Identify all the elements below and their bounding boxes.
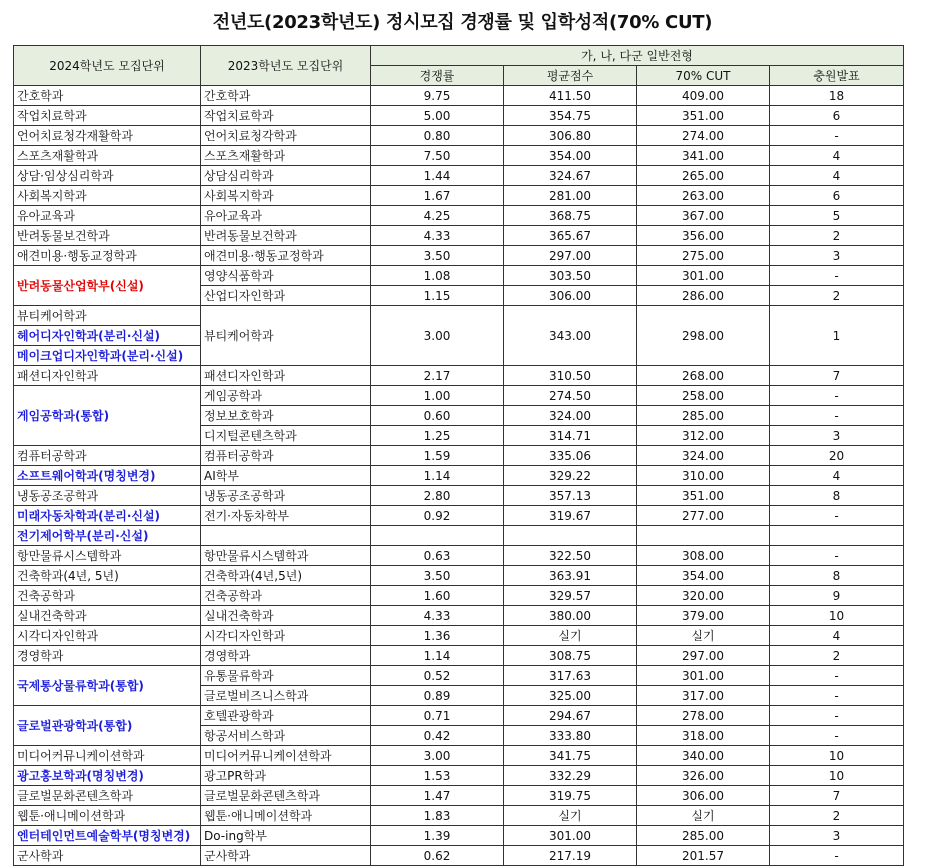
average-cell: 411.50 — [504, 86, 637, 106]
rate-cell: 1.60 — [371, 586, 504, 606]
additional-cell: 10 — [770, 766, 904, 786]
unit-2024-cell: 건축공학과 — [14, 586, 201, 606]
additional-cell: 7 — [770, 786, 904, 806]
unit-2024-cell: 간호학과 — [14, 86, 201, 106]
unit-2024-cell: 경영학과 — [14, 646, 201, 666]
unit-2024-cell: 유아교육과 — [14, 206, 201, 226]
cut-cell: 265.00 — [637, 166, 770, 186]
average-cell: 325.00 — [504, 686, 637, 706]
additional-cell: - — [770, 506, 904, 526]
average-cell: 306.80 — [504, 126, 637, 146]
unit-2023-cell: 건축학과(4년,5년) — [201, 566, 371, 586]
rate-cell: 1.67 — [371, 186, 504, 206]
average-cell: 297.00 — [504, 246, 637, 266]
rate-cell: 0.52 — [371, 666, 504, 686]
unit-2023-cell: 유아교육과 — [201, 206, 371, 226]
additional-cell: 3 — [770, 426, 904, 446]
unit-2023-cell: 컴퓨터공학과 — [201, 446, 371, 466]
cut-cell: 351.00 — [637, 106, 770, 126]
additional-cell: 7 — [770, 366, 904, 386]
additional-cell: 20 — [770, 446, 904, 466]
average-cell: 281.00 — [504, 186, 637, 206]
additional-cell: 3 — [770, 826, 904, 846]
unit-2024-cell: 실내건축학과 — [14, 606, 201, 626]
unit-2024-cell: 컴퓨터공학과 — [14, 446, 201, 466]
additional-cell: - — [770, 706, 904, 726]
unit-2023-cell: 미디어커뮤니케이션학과 — [201, 746, 371, 766]
average-cell: 274.50 — [504, 386, 637, 406]
cut-cell: 351.00 — [637, 486, 770, 506]
unit-2023-cell: 항공서비스학과 — [201, 726, 371, 746]
unit-2023-cell: 시각디자인학과 — [201, 626, 371, 646]
rate-cell: 0.63 — [371, 546, 504, 566]
additional-cell: 4 — [770, 626, 904, 646]
cut-cell: 263.00 — [637, 186, 770, 206]
unit-2024-cell: 작업치료학과 — [14, 106, 201, 126]
cut-cell: 258.00 — [637, 386, 770, 406]
cut-cell: 274.00 — [637, 126, 770, 146]
average-cell: 329.57 — [504, 586, 637, 606]
unit-2023-cell — [201, 526, 371, 546]
unit-2024-cell: 글로벌관광학과(통합) — [14, 706, 201, 746]
unit-2024-cell: 헤어디자인학과(분리·신설) — [14, 326, 201, 346]
unit-2023-cell: 언어치료청각학과 — [201, 126, 371, 146]
average-cell: 335.06 — [504, 446, 637, 466]
average-cell: 217.19 — [504, 846, 637, 866]
unit-2023-cell: 게임공학과 — [201, 386, 371, 406]
additional-cell: 8 — [770, 486, 904, 506]
cut-cell: 356.00 — [637, 226, 770, 246]
additional-cell: 10 — [770, 746, 904, 766]
rate-cell: 4.25 — [371, 206, 504, 226]
unit-2023-cell: 간호학과 — [201, 86, 371, 106]
cut-cell: 297.00 — [637, 646, 770, 666]
unit-2023-cell: 전기·자동차학부 — [201, 506, 371, 526]
table-row — [14, 566, 904, 586]
cut-cell: 312.00 — [637, 426, 770, 446]
cut-cell: 341.00 — [637, 146, 770, 166]
average-cell: 354.00 — [504, 146, 637, 166]
cut-cell: 320.00 — [637, 586, 770, 606]
additional-cell: 2 — [770, 646, 904, 666]
unit-2024-cell: 반려동물보건학과 — [14, 226, 201, 246]
cut-cell: 298.00 — [637, 306, 770, 366]
table-row — [14, 846, 904, 866]
additional-cell: 1 — [770, 306, 904, 366]
unit-2024-cell: 메이크업디자인학과(분리·신설) — [14, 346, 201, 366]
cut-cell: 201.57 — [637, 846, 770, 866]
rate-cell: 1.39 — [371, 826, 504, 846]
header-additional: 충원발표 — [770, 66, 904, 86]
unit-2024-cell: 글로벌문화콘텐츠학과 — [14, 786, 201, 806]
additional-cell: - — [770, 406, 904, 426]
additional-cell: 2 — [770, 226, 904, 246]
additional-cell: - — [770, 386, 904, 406]
table-row — [14, 466, 904, 486]
rate-cell: 0.71 — [371, 706, 504, 726]
additional-cell: - — [770, 546, 904, 566]
header-rate: 경쟁률 — [371, 66, 504, 86]
cut-cell: 실기 — [637, 626, 770, 646]
average-cell: 329.22 — [504, 466, 637, 486]
cut-cell: 367.00 — [637, 206, 770, 226]
additional-cell: 9 — [770, 586, 904, 606]
additional-cell: - — [770, 666, 904, 686]
rate-cell: 1.36 — [371, 626, 504, 646]
unit-2023-cell: 경영학과 — [201, 646, 371, 666]
unit-2023-cell: 산업디자인학과 — [201, 286, 371, 306]
average-cell: 354.75 — [504, 106, 637, 126]
unit-2023-cell: 반려동물보건학과 — [201, 226, 371, 246]
unit-2023-cell: 건축공학과 — [201, 586, 371, 606]
unit-2024-cell: 전기제어학부(분리·신설) — [14, 526, 201, 546]
unit-2023-cell: 상담심리학과 — [201, 166, 371, 186]
unit-2024-cell: 국제통상물류학과(통합) — [14, 666, 201, 706]
cut-cell: 285.00 — [637, 406, 770, 426]
unit-2023-cell: Do-ing학부 — [201, 826, 371, 846]
average-cell: 322.50 — [504, 546, 637, 566]
table-row — [14, 266, 904, 286]
table-row — [14, 446, 904, 466]
additional-cell: - — [770, 686, 904, 706]
average-cell: 314.71 — [504, 426, 637, 446]
additional-cell — [770, 526, 904, 546]
additional-cell: 10 — [770, 606, 904, 626]
unit-2023-cell: 애견미용·행동교정학과 — [201, 246, 371, 266]
average-cell: 333.80 — [504, 726, 637, 746]
table-row — [14, 366, 904, 386]
additional-cell: - — [770, 726, 904, 746]
table-row — [14, 486, 904, 506]
admission-results-table — [13, 45, 904, 866]
cut-cell: 308.00 — [637, 546, 770, 566]
rate-cell: 3.00 — [371, 306, 504, 366]
cut-cell: 301.00 — [637, 266, 770, 286]
unit-2023-cell: 실내건축학과 — [201, 606, 371, 626]
unit-2024-cell: 게임공학과(통합) — [14, 386, 201, 446]
additional-cell: - — [770, 846, 904, 866]
table-header — [14, 46, 904, 86]
header-average: 평균점수 — [504, 66, 637, 86]
cut-cell: 275.00 — [637, 246, 770, 266]
table-row — [14, 306, 904, 326]
table-row — [14, 386, 904, 406]
cut-cell: 285.00 — [637, 826, 770, 846]
unit-2023-cell: 광고PR학과 — [201, 766, 371, 786]
additional-cell: 6 — [770, 106, 904, 126]
average-cell — [504, 526, 637, 546]
rate-cell: 3.00 — [371, 746, 504, 766]
table-row — [14, 746, 904, 766]
table-row — [14, 706, 904, 726]
rate-cell: 0.80 — [371, 126, 504, 146]
rate-cell: 1.14 — [371, 466, 504, 486]
rate-cell: 4.33 — [371, 226, 504, 246]
cut-cell: 317.00 — [637, 686, 770, 706]
cut-cell: 301.00 — [637, 666, 770, 686]
table-row — [14, 226, 904, 246]
average-cell: 303.50 — [504, 266, 637, 286]
table-row — [14, 666, 904, 686]
unit-2024-cell: 시각디자인학과 — [14, 626, 201, 646]
unit-2024-cell: 사회복지학과 — [14, 186, 201, 206]
average-cell: 306.00 — [504, 286, 637, 306]
average-cell: 310.50 — [504, 366, 637, 386]
unit-2024-cell: 상담·임상심리학과 — [14, 166, 201, 186]
cut-cell: 268.00 — [637, 366, 770, 386]
rate-cell: 1.15 — [371, 286, 504, 306]
cut-cell: 실기 — [637, 806, 770, 826]
rate-cell: 2.17 — [371, 366, 504, 386]
unit-2024-cell: 항만물류시스템학과 — [14, 546, 201, 566]
average-cell: 332.29 — [504, 766, 637, 786]
rate-cell: 1.53 — [371, 766, 504, 786]
unit-2023-cell: AI학부 — [201, 466, 371, 486]
unit-2023-cell: 작업치료학과 — [201, 106, 371, 126]
cut-cell: 306.00 — [637, 786, 770, 806]
average-cell: 324.00 — [504, 406, 637, 426]
table-row — [14, 586, 904, 606]
unit-2024-cell: 건축학과(4년, 5년) — [14, 566, 201, 586]
unit-2023-cell: 웹툰·애니메이션학과 — [201, 806, 371, 826]
average-cell: 실기 — [504, 806, 637, 826]
average-cell: 363.91 — [504, 566, 637, 586]
average-cell: 실기 — [504, 626, 637, 646]
unit-2023-cell: 호텔관광학과 — [201, 706, 371, 726]
additional-cell: 4 — [770, 166, 904, 186]
average-cell: 365.67 — [504, 226, 637, 246]
unit-2024-cell: 엔터테인먼트예술학부(명칭변경) — [14, 826, 201, 846]
unit-2024-cell: 스포츠재활학과 — [14, 146, 201, 166]
unit-2023-cell: 냉동공조공학과 — [201, 486, 371, 506]
table-body — [14, 86, 904, 866]
average-cell: 319.75 — [504, 786, 637, 806]
cut-cell: 354.00 — [637, 566, 770, 586]
rate-cell: 0.42 — [371, 726, 504, 746]
rate-cell: 2.80 — [371, 486, 504, 506]
average-cell: 368.75 — [504, 206, 637, 226]
unit-2024-cell: 광고홍보학과(명칭변경) — [14, 766, 201, 786]
table-row — [14, 86, 904, 106]
unit-2023-cell: 패션디자인학과 — [201, 366, 371, 386]
unit-2024-cell: 소프트웨어학과(명칭변경) — [14, 466, 201, 486]
cut-cell: 326.00 — [637, 766, 770, 786]
unit-2024-cell: 반려동물산업학부(신설) — [14, 266, 201, 306]
cut-cell: 409.00 — [637, 86, 770, 106]
rate-cell: 1.00 — [371, 386, 504, 406]
page-title: 전년도(2023학년도) 정시모집 경쟁률 및 입학성적(70% CUT) — [212, 12, 713, 33]
unit-2023-cell: 뷰티케어학과 — [201, 306, 371, 366]
unit-2024-cell: 냉동공조공학과 — [14, 486, 201, 506]
rate-cell: 1.44 — [371, 166, 504, 186]
unit-2024-cell: 언어치료청각재활학과 — [14, 126, 201, 146]
cut-cell: 310.00 — [637, 466, 770, 486]
table-row — [14, 506, 904, 526]
cut-cell: 324.00 — [637, 446, 770, 466]
table-row — [14, 826, 904, 846]
additional-cell: 4 — [770, 466, 904, 486]
rate-cell: 0.89 — [371, 686, 504, 706]
rate-cell: 4.33 — [371, 606, 504, 626]
rate-cell: 3.50 — [371, 246, 504, 266]
additional-cell: 2 — [770, 286, 904, 306]
average-cell: 317.63 — [504, 666, 637, 686]
additional-cell: 8 — [770, 566, 904, 586]
table-row — [14, 146, 904, 166]
cut-cell: 286.00 — [637, 286, 770, 306]
additional-cell: 3 — [770, 246, 904, 266]
cut-cell: 340.00 — [637, 746, 770, 766]
table-row — [14, 246, 904, 266]
rate-cell: 1.59 — [371, 446, 504, 466]
additional-cell: 5 — [770, 206, 904, 226]
header-2024-unit: 2024학년도 모집단위 — [14, 46, 201, 86]
additional-cell: 4 — [770, 146, 904, 166]
table-row — [14, 626, 904, 646]
average-cell: 357.13 — [504, 486, 637, 506]
unit-2024-cell: 웹툰·애니메이션학과 — [14, 806, 201, 826]
rate-cell: 5.00 — [371, 106, 504, 126]
unit-2024-cell: 미래자동차학과(분리·신설) — [14, 506, 201, 526]
unit-2024-cell: 뷰티케어학과 — [14, 306, 201, 326]
unit-2024-cell: 패션디자인학과 — [14, 366, 201, 386]
average-cell: 319.67 — [504, 506, 637, 526]
unit-2023-cell: 사회복지학과 — [201, 186, 371, 206]
rate-cell: 0.92 — [371, 506, 504, 526]
additional-cell: 18 — [770, 86, 904, 106]
average-cell: 380.00 — [504, 606, 637, 626]
table-row — [14, 786, 904, 806]
header-cut: 70% CUT — [637, 66, 770, 86]
rate-cell: 1.08 — [371, 266, 504, 286]
unit-2023-cell: 영양식품학과 — [201, 266, 371, 286]
table-row — [14, 766, 904, 786]
header-group: 가, 나, 다군 일반전형 — [371, 46, 904, 66]
cut-cell: 277.00 — [637, 506, 770, 526]
unit-2024-cell: 애견미용·행동교정학과 — [14, 246, 201, 266]
unit-2023-cell: 항만물류시스템학과 — [201, 546, 371, 566]
average-cell: 294.67 — [504, 706, 637, 726]
unit-2023-cell: 유통물류학과 — [201, 666, 371, 686]
rate-cell: 0.62 — [371, 846, 504, 866]
table-row — [14, 106, 904, 126]
rate-cell: 3.50 — [371, 566, 504, 586]
unit-2023-cell: 정보보호학과 — [201, 406, 371, 426]
rate-cell: 1.25 — [371, 426, 504, 446]
table-row — [14, 126, 904, 146]
additional-cell: - — [770, 266, 904, 286]
cut-cell: 278.00 — [637, 706, 770, 726]
average-cell: 308.75 — [504, 646, 637, 666]
rate-cell: 9.75 — [371, 86, 504, 106]
unit-2023-cell: 글로벌비즈니스학과 — [201, 686, 371, 706]
table-row — [14, 646, 904, 666]
average-cell: 341.75 — [504, 746, 637, 766]
rate-cell: 1.14 — [371, 646, 504, 666]
cut-cell: 379.00 — [637, 606, 770, 626]
average-cell: 324.67 — [504, 166, 637, 186]
rate-cell: 1.83 — [371, 806, 504, 826]
unit-2023-cell: 글로벌문화콘텐츠학과 — [201, 786, 371, 806]
table-row — [14, 526, 904, 546]
rate-cell — [371, 526, 504, 546]
unit-2023-cell: 디지털콘텐츠학과 — [201, 426, 371, 446]
additional-cell: 6 — [770, 186, 904, 206]
average-cell: 343.00 — [504, 306, 637, 366]
unit-2023-cell: 군사학과 — [201, 846, 371, 866]
unit-2023-cell: 스포츠재활학과 — [201, 146, 371, 166]
additional-cell: - — [770, 126, 904, 146]
unit-2024-cell: 미디어커뮤니케이션학과 — [14, 746, 201, 766]
rate-cell: 0.60 — [371, 406, 504, 426]
header-2023-unit: 2023학년도 모집단위 — [201, 46, 371, 86]
table-row — [14, 206, 904, 226]
table-row — [14, 806, 904, 826]
rate-cell: 1.47 — [371, 786, 504, 806]
additional-cell: 2 — [770, 806, 904, 826]
cut-cell — [637, 526, 770, 546]
average-cell: 301.00 — [504, 826, 637, 846]
rate-cell: 7.50 — [371, 146, 504, 166]
table-row — [14, 186, 904, 206]
cut-cell: 318.00 — [637, 726, 770, 746]
table-row — [14, 546, 904, 566]
table-row — [14, 166, 904, 186]
table-row — [14, 606, 904, 626]
unit-2024-cell: 군사학과 — [14, 846, 201, 866]
